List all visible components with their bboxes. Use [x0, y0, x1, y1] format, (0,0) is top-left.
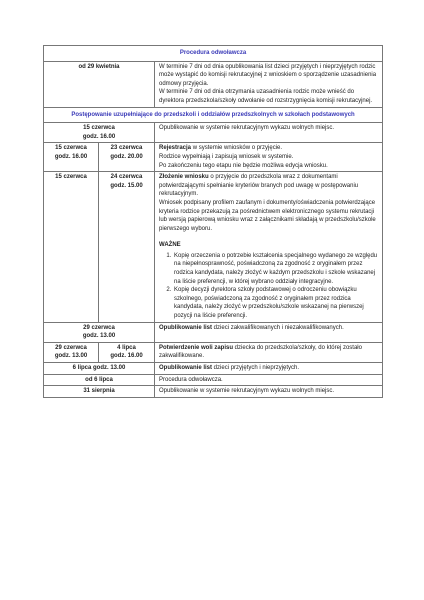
description-text: o przyjęcie do przedszkola wraz z dokumentami potwierdzającymi spełnianie kryteriów branych pod uwagę w postępowaniu rekrutacyjnym.	[159, 174, 359, 198]
description-text: dziecka do przedszkola/szkoły, do której zostało zakwalifikowane.	[159, 344, 362, 360]
table-row	[44, 374, 383, 386]
date-cell: od 29 kwietnia	[44, 61, 155, 107]
time-text: godz. 13.00	[54, 353, 88, 360]
important-heading: WAŻNE	[159, 242, 181, 249]
list-item: 1. Kopię orzeczenia o potrzebie kształcenia specjalnego wydanego ze względu na niepełnosprawność, poświadczoną za zgodność z oryginałem przez rodzica kandydata, należy złożyć w każdym przedszkolu i szkole wskazanej na liście preferencji, w której wybrano oddziały integracyjne.	[173, 252, 378, 286]
schedule-table	[43, 45, 383, 398]
table-row	[44, 46, 383, 62]
description-cell	[155, 342, 383, 362]
date-text: 4 lipca	[117, 344, 136, 351]
description-text: w systemie wniosków o przyjęcie.	[191, 145, 283, 152]
section-title-appeal: Procedura odwoławcza	[44, 46, 383, 62]
table-row	[44, 143, 383, 172]
time-text: godz. 16.00	[54, 153, 88, 160]
time-text: godz. 13.00	[82, 333, 116, 340]
bold-label: Złożenie wniosku	[159, 174, 209, 181]
description-text: Po zakończeniu tego etapu nie będzie możliwa edycja wniosku.	[159, 162, 328, 169]
time-text: godz. 16.00	[110, 353, 143, 360]
table-row	[44, 107, 383, 123]
date-text: 24 czerwca	[110, 174, 143, 181]
important-list	[159, 252, 378, 321]
description-cell: Procedura odwoławcza.	[155, 374, 383, 386]
date-to-cell	[99, 143, 155, 172]
table-row	[44, 386, 383, 398]
time-text: godz. 16.00	[82, 133, 116, 140]
description-text: dzieci przyjętych i nieprzyjętych.	[212, 365, 300, 371]
date-from-cell	[44, 172, 99, 323]
description-cell: Opublikowanie w systemie rekrutacyjnym wykazu wolnych miejsc.	[155, 123, 383, 143]
time-text: godz. 20.00	[110, 153, 143, 160]
bold-label: Opublikowanie list	[159, 365, 213, 371]
list-item: 2. Kopię decyzji dyrektora szkoły podstawowej o odroczeniu obowiązku szkolnego, poświadczoną za zgodność z oryginałem przez rodzica kandydata, należy złożyć w przedszkolu/szkole wskazanej na pierwszej pozycji na liście preferencji.	[173, 286, 378, 320]
description-text: Wniosek podpisany profilem zaufanym i dokumenty/oświadczenia potwierdzające kryteria rodzice przekazują za pośrednictwem elektronicznego systemu rekrutacji lub wersją papierową wniosku wraz z załącznikami składają w przedszkolu/szkole pierwszego wyboru.	[159, 199, 376, 232]
description-text: dzieci zakwalifikowanych i niezakwalifikowanych.	[212, 324, 344, 331]
description-cell	[155, 143, 383, 172]
table-row	[44, 322, 383, 342]
description-cell	[155, 61, 383, 107]
date-cell: 6 lipca godz. 13.00	[44, 363, 155, 375]
description-cell	[155, 363, 383, 375]
bold-label: Potwierdzenie woli zapisu	[159, 344, 234, 351]
date-text: 15 czerwca	[83, 125, 115, 132]
bold-label: Opublikowanie list	[159, 324, 213, 331]
bold-label: Rejestracja	[159, 145, 192, 152]
date-text: 15 czerwca	[55, 174, 87, 181]
table-row	[44, 123, 383, 143]
date-to-cell	[99, 172, 155, 323]
date-from-cell	[44, 143, 99, 172]
description-text: Rodzice wypełniają i zapisują wniosek w systemie.	[159, 153, 294, 160]
table-row	[44, 172, 383, 323]
date-cell: 31 sierpnia	[44, 386, 155, 398]
description-cell	[155, 322, 383, 342]
description-cell	[155, 172, 383, 323]
section-title-supplementary: Postępowanie uzupełniające do przedszkoli i oddziałów przedszkolnych w szkołach podstawowych	[44, 107, 383, 123]
description-cell: Opublikowanie w systemie rekrutacyjnym wykazu wolnych miejsc.	[155, 386, 383, 398]
date-cell: od 6 lipca	[44, 374, 155, 386]
table-row	[44, 363, 383, 375]
date-to-cell	[99, 342, 155, 362]
date-text: 29 czerwca	[83, 324, 115, 331]
description-text: W terminie 7 dni od dnia otrzymania uzasadnienia rodzic może wnieść do dyrektora przedszkola/szkoły odwołanie od rozstrzygnięcia komisji rekrutacyjnej.	[159, 89, 373, 104]
table-row	[44, 61, 383, 107]
date-cell	[44, 123, 155, 143]
date-text: 29 czerwca	[55, 344, 87, 351]
date-text: 23 czerwca	[110, 145, 143, 152]
time-text: godz. 15.00	[110, 182, 143, 189]
table-row	[44, 342, 383, 362]
date-from-cell	[44, 342, 99, 362]
date-text: 15 czerwca	[55, 145, 87, 152]
date-cell	[44, 322, 155, 342]
description-text: W terminie 7 dni od dnia opublikowania list dzieci przyjętych i nieprzyjętych rodzic może wystąpić do komisji rekrutacyjnej z wnioskiem o sporządzenie uzasadnienia odmowy przyjęcia.	[159, 63, 377, 87]
